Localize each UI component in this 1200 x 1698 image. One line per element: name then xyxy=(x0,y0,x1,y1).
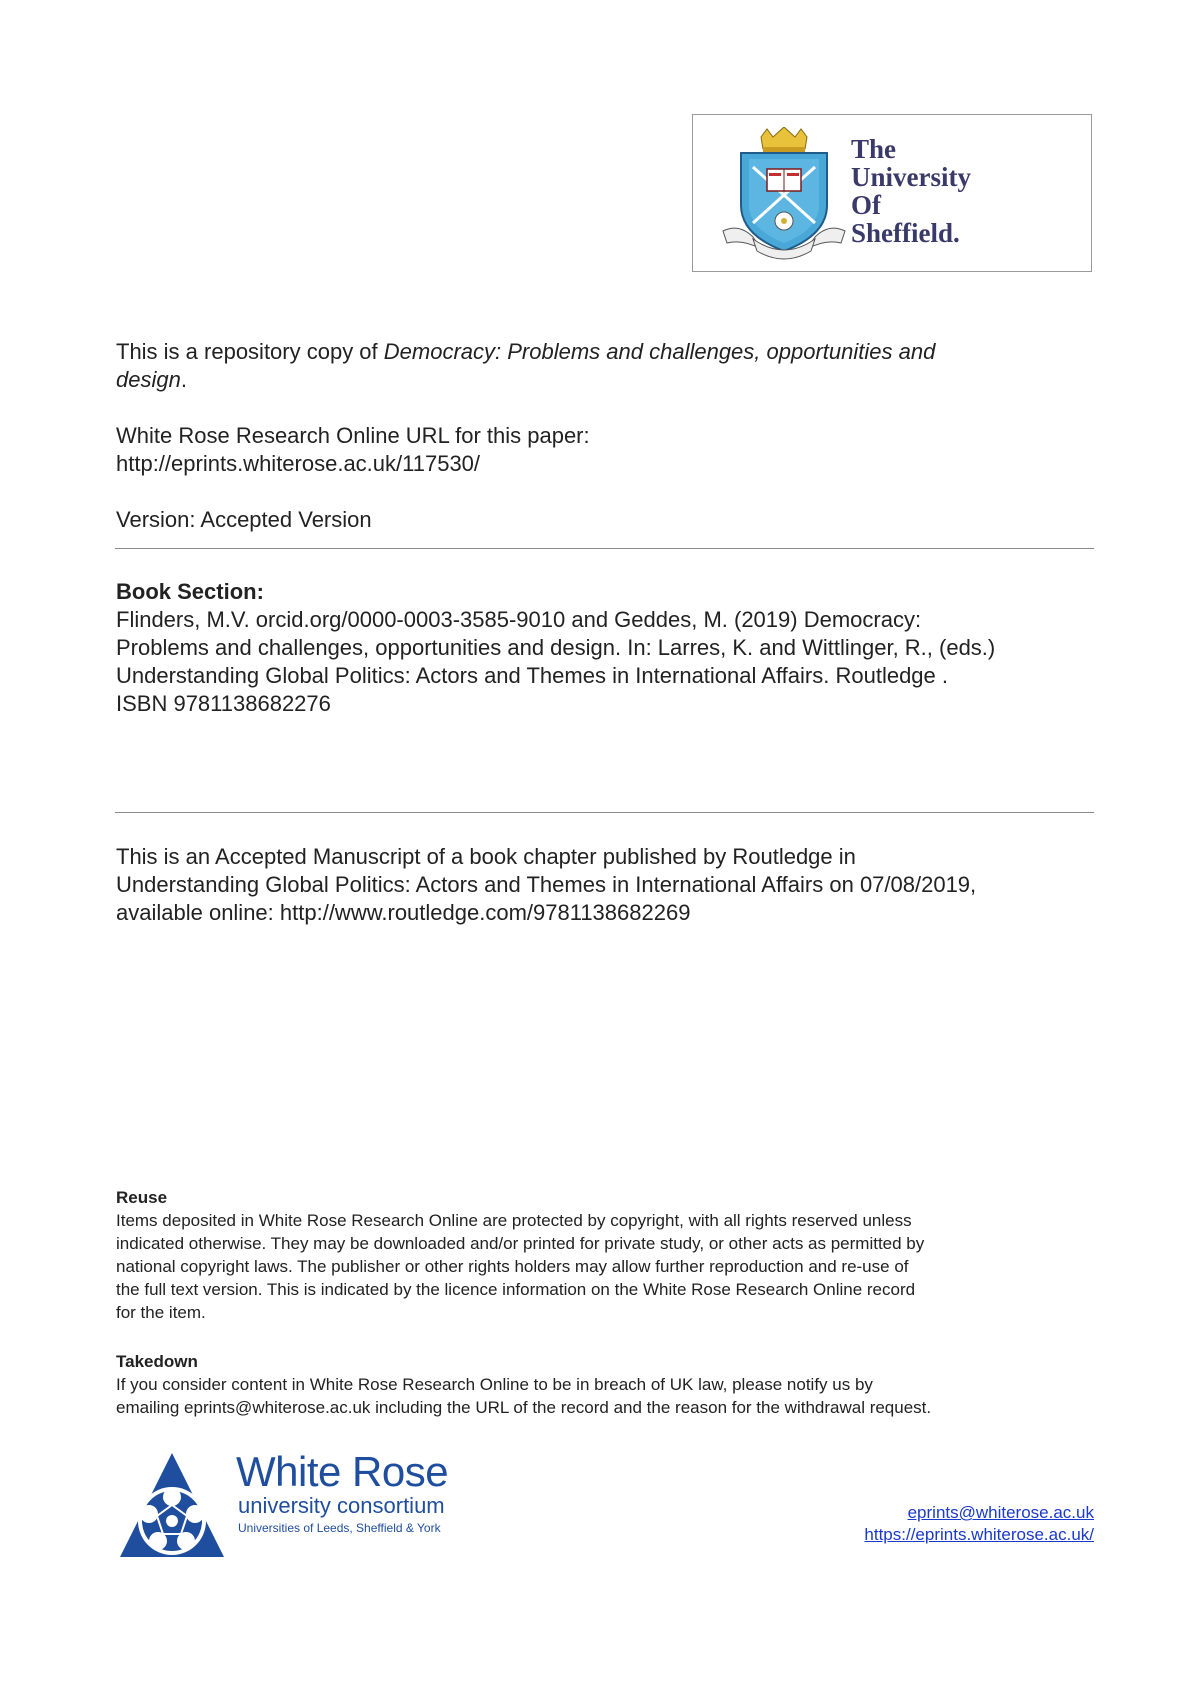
citation-line: ISBN 9781138682276 xyxy=(116,691,331,716)
sheffield-wordmark xyxy=(851,135,971,247)
paper-title: Democracy: Problems and challenges, opportunities and xyxy=(383,339,936,364)
website-link[interactable]: https://eprints.whiterose.ac.uk/ xyxy=(864,1525,1094,1544)
white-rose-logo xyxy=(116,1449,466,1561)
reuse-line: Items deposited in White Rose Research Online are protected by copyright, with all rights reserved unless xyxy=(116,1211,912,1230)
sheffield-wordmark-line: Sheffield. xyxy=(851,218,960,248)
email-link[interactable]: eprints@whiterose.ac.uk xyxy=(907,1503,1094,1522)
intro-suffix: . xyxy=(180,367,187,392)
manuscript-line: available online: http://www.routledge.com/9781138682269 xyxy=(116,900,691,925)
reuse-line: the full text version. This is indicated by the licence information on the White Rose Research Online record xyxy=(116,1280,916,1299)
white-rose-emblem-icon xyxy=(116,1449,228,1561)
manuscript-line: This is an Accepted Manuscript of a book chapter published by Routledge in xyxy=(116,844,856,869)
reuse-heading: Reuse xyxy=(116,1188,168,1207)
intro-prefix: This is a repository copy of xyxy=(116,339,384,364)
reuse-line: indicated otherwise. They may be downloaded and/or printed for private study, or other acts as permitted by xyxy=(116,1234,925,1253)
sheffield-wordmark-line: University xyxy=(851,162,971,192)
takedown-line: emailing eprints@whiterose.ac.uk including the URL of the record and the reason for the withdrawal request. xyxy=(116,1398,932,1417)
book-section-heading: Book Section: xyxy=(116,579,264,604)
paper-url[interactable]: http://eprints.whiterose.ac.uk/117530/ xyxy=(116,451,481,476)
footer-links xyxy=(864,1502,1094,1546)
sheffield-wordmark-line: Of xyxy=(851,190,881,220)
takedown-line: If you consider content in White Rose Research Online to be in breach of UK law, please notify us by xyxy=(116,1375,873,1394)
takedown-heading: Takedown xyxy=(116,1352,198,1371)
sheffield-crest-icon xyxy=(719,127,849,261)
citation-line: Understanding Global Politics: Actors and Themes in International Affairs. Routledge . xyxy=(116,663,948,688)
sheffield-wordmark-line: The xyxy=(851,134,897,164)
repository-copy-statement-cont xyxy=(116,366,187,394)
university-of-sheffield-logo xyxy=(692,114,1092,272)
divider xyxy=(115,812,1094,813)
repository-copy-statement xyxy=(116,338,935,366)
url-label: White Rose Research Online URL for this paper: xyxy=(116,423,590,448)
white-rose-universities: Universities of Leeds, Sheffield & York xyxy=(238,1521,441,1535)
reuse-line: for the item. xyxy=(116,1303,206,1322)
reuse-line: national copyright laws. The publisher or other rights holders may allow further reproduction and re-use of xyxy=(116,1257,909,1276)
divider xyxy=(115,548,1094,549)
manuscript-line: Understanding Global Politics: Actors and Themes in International Affairs on 07/08/2019, xyxy=(116,872,977,897)
citation-line: Flinders, M.V. orcid.org/0000-0003-3585-9010 and Geddes, M. (2019) Democracy: xyxy=(116,607,922,632)
white-rose-subtitle: university consortium xyxy=(238,1493,445,1518)
paper-title-cont: design xyxy=(116,367,181,392)
citation-line: Problems and challenges, opportunities and design. In: Larres, K. and Wittlinger, R., (eds.) xyxy=(116,635,996,660)
white-rose-wordmark: White Rose xyxy=(236,1448,449,1495)
version-text: Version: Accepted Version xyxy=(116,507,372,532)
